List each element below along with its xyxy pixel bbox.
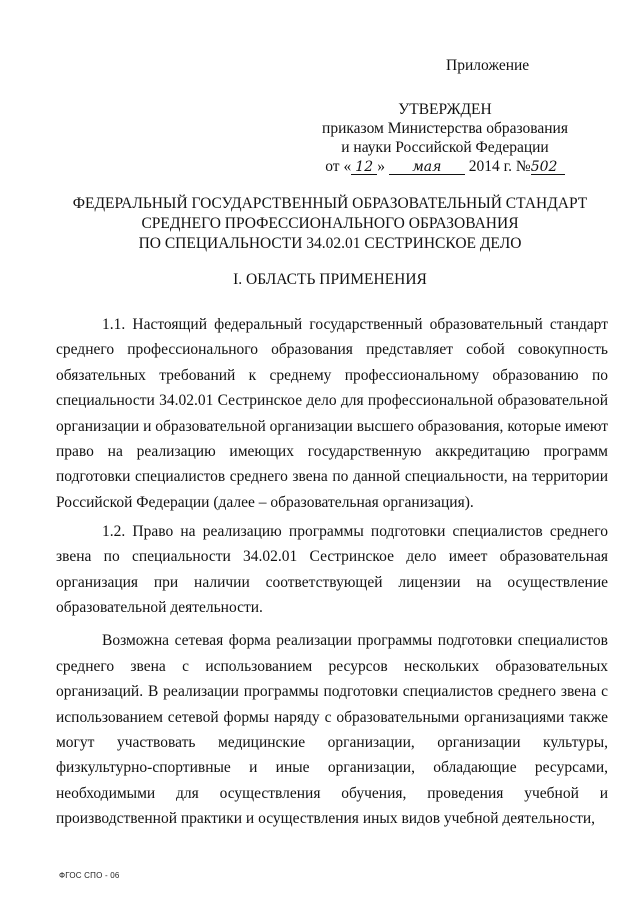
date-year: 2014 г. № <box>468 158 531 175</box>
title-line-2: СРЕДНЕГО ПРОФЕССИОНАЛЬНОГО ОБРАЗОВАНИЯ <box>141 215 519 232</box>
order-line-2: и науки Российской Федерации <box>341 139 549 156</box>
approved-label: УТВЕРЖДЕН <box>398 101 492 118</box>
approval-block <box>300 100 590 176</box>
title-line-3: ПО СПЕЦИАЛЬНОСТИ 34.02.01 СЕСТРИНСКОЕ ДЕЛО <box>138 235 522 252</box>
document-title <box>40 194 620 254</box>
date-quote-close: » <box>377 158 385 175</box>
order-date-line <box>300 157 590 176</box>
order-number-handwritten: 502 <box>531 160 565 175</box>
paragraph-network-form: Возможна сетевая форма реализации программы подготовки специалистов среднего звена с использованием ресурсов нескольких образовательных организаций. В реализации программы подготовки специалистов среднего звена с использованием сетевой формы наряду с образовательными организациями также могут участвовать медицинские организации, организации культуры, физкультурно-спортивные и иные организации, обладающие ресурсами, необходимыми для осуществления обучения, проведения учебной и производственной практики и осуществления иных видов учебной деятельности, <box>56 632 608 828</box>
footer-code: ФГОС СПО - 06 <box>59 871 120 880</box>
date-prefix: от « <box>325 158 352 175</box>
paragraph-1-2: 1.2. Право на реализацию программы подготовки специалистов среднего звена по специальности 34.02.01 Сестринское дело имеет образовательная организация при наличии соответствующей лицензии на осуществление образовательной деятельности. <box>56 522 608 616</box>
date-month-handwritten: мая <box>389 160 465 175</box>
order-line-1: приказом Министерства образования <box>322 120 568 137</box>
section-heading: I. ОБЛАСТЬ ПРИМЕНЕНИЯ <box>233 271 427 288</box>
appendix-label: Приложение <box>446 57 530 74</box>
document-body <box>56 312 608 835</box>
title-line-1: ФЕДЕРАЛЬНЫЙ ГОСУДАРСТВЕННЫЙ ОБРАЗОВАТЕЛЬНЫЙ СТАНДАРТ <box>72 195 588 212</box>
paragraph-1-1: 1.1. Настоящий федеральный государственный образовательный стандарт среднего профессионального образования представляет собой совокупность обязательных требований к среднему профессиональному образованию по специальности 34.02.01 Сестринское дело для профессиональной образовательной организации и образовательной организации высшего образования, которые имеют право на реализацию имеющих государственную аккредитацию программ подготовки специалистов среднего звена по данной специальности, на территории Российской Федерации (далее – образовательная организация). <box>56 316 608 511</box>
date-day-handwritten: 12 <box>351 160 377 175</box>
